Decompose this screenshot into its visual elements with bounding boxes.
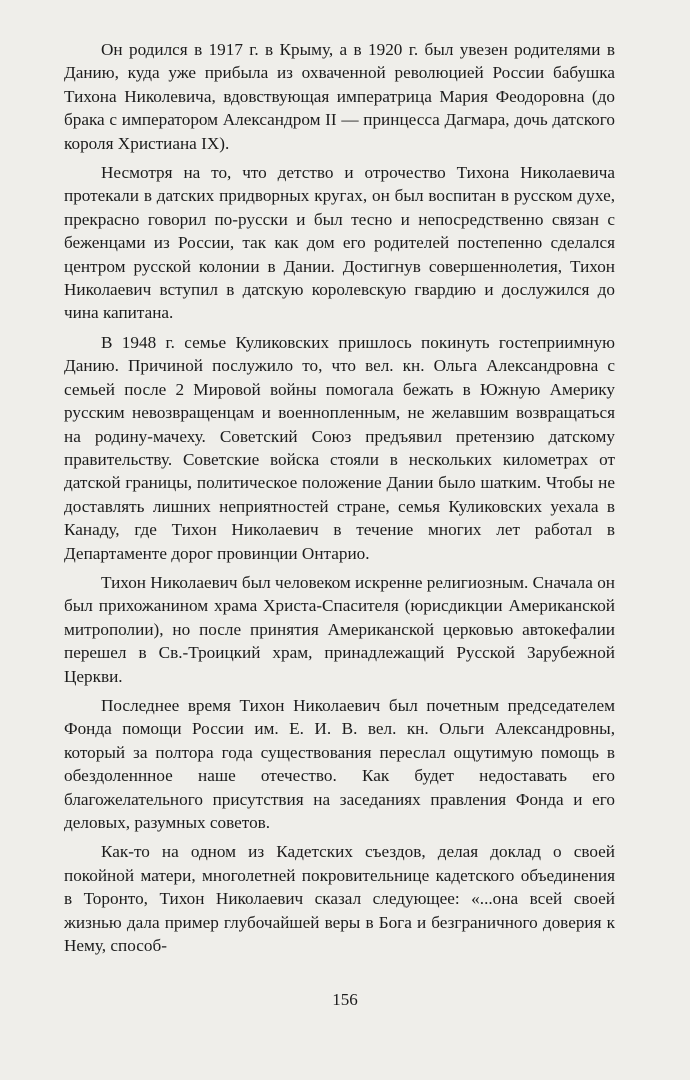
- paragraph: Как-то на одном из Кадетских съездов, делая доклад о своей покойной матери, многолетней покровительнице кадетского объединения в Торонто, Тихон Николаевич сказал следующее: «...она всей своей жизнью дала пример глубочайшей веры в Бога и безграничного доверия к Нему, способ-: [64, 842, 615, 956]
- paragraph: В 1948 г. семье Куликовских пришлось покинуть гостеприимную Данию. Причиной послужило то, что вел. кн. Ольга Александровна с семьей после 2 Мировой войны помогала бежать в Южную Америку русским невозвращенцам и военнопленным, не желавшим возвращаться на родину-мачеху. Советский Союз предъявил претензию датскому правительству. Советские войска стояли в нескольких километрах от датской границы, политическое положение Дании было шатким. Чтобы не доставлять лишних неприятностей стране, семья Куликовских уехала в Канаду, где Тихон Николаевич в течение многих лет работал в Департаменте дорог провинции Онтарио.: [64, 332, 615, 563]
- page-body: [64, 38, 615, 963]
- paragraph: Он родился в 1917 г. в Крыму, а в 1920 г. был увезен родителями в Данию, куда уже прибыла из охваченной революцией России бабушка Тихона Николевича, вдовствующая императрица Мария Феодоровна (до брака с императором Александром II — принцесса Дагмара, дочь датского короля Христиана IX).: [64, 40, 615, 153]
- paragraph: Последнее время Тихон Николаевич был почетным председателем Фонда помощи России им. Е. И. В. вел. кн. Ольги Александровны, который за полтора года существования переслал ощутимую помощь в обездоленнное наше отечество. Как будет недоставать его благожелательного присутствия на заседаниях правления Фонда и его деловых, разумных советов.: [64, 695, 615, 832]
- paragraph: Тихон Николаевич был человеком искренне религиозным. Сначала он был прихожанином храма Христа-Спасителя (юрисдикции Американской митрополии), но после принятия Американской церковью автокефалии перешел в Св.-Троицкий храм, принадлежащий Русской Зарубежной Церкви.: [64, 572, 615, 686]
- page-number: 156: [332, 990, 358, 1009]
- paragraph: Несмотря на то, что детство и отрочество Тихона Николаевича протекали в датских придворных кругах, он был воспитан в русском духе, прекрасно говорил по-русски и был тесно и непосредственно связан с беженцами из России, так как дом его родителей постепенно сделался центром русской колонии в Дании. Достигнув совершеннолетия, Тихон Николаевич вступил в датскую королевскую гвардию и дослужился до чина капитана.: [64, 163, 615, 323]
